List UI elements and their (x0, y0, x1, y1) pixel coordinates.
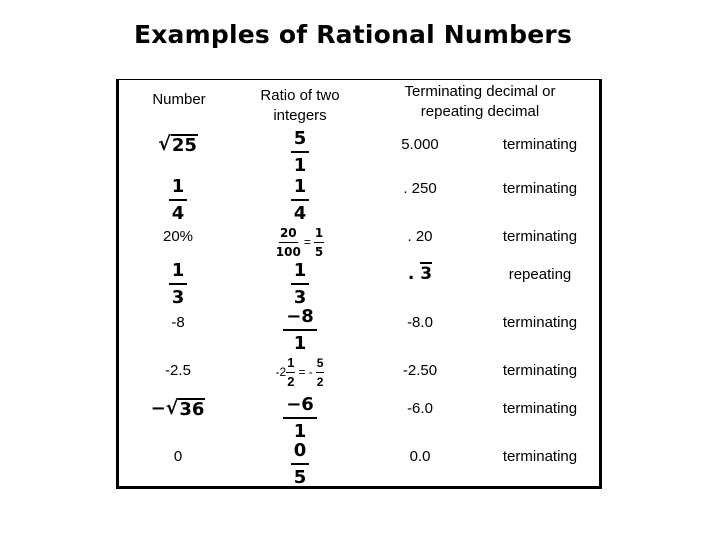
mixed-number: -2 $\frac{1}{2}$ = - $\frac{5}{2}$ (275, 354, 324, 389)
fraction: $\frac{1}{2}$ (287, 354, 295, 389)
row7-number (118, 394, 238, 422)
header-ratio-line1: Ratio of two (260, 87, 340, 104)
fraction: $\frac{1}{4}$ (291, 176, 310, 224)
header-decimal (360, 80, 600, 124)
row7-decimal: -6.0 (407, 399, 433, 417)
fraction: $\frac{1}{5}$ (314, 225, 324, 259)
negative-sqrt-36: − √ 36 (150, 397, 205, 420)
row5-kind: terminating (502, 313, 578, 331)
row2-kind: terminating (502, 179, 578, 197)
row3-ratio (240, 222, 360, 262)
row1-number (118, 130, 238, 158)
row4-decimal (370, 260, 470, 288)
row6-decimal: -2.50 (402, 361, 438, 379)
fraction: $\frac{1}{3}$ (169, 260, 188, 308)
page-title: Examples of Rational Numbers (133, 20, 573, 49)
row6-number: -2.5 (165, 361, 191, 379)
row2-decimal: . 250 (403, 179, 437, 197)
row5-ratio (240, 306, 360, 354)
row3-kind: terminating (502, 227, 578, 245)
row2-ratio (240, 176, 360, 224)
equals-sign: = - (298, 365, 313, 379)
fraction: $\frac{-6}{1}$ (283, 394, 317, 442)
row5-decimal: -8.0 (407, 313, 433, 331)
equals-sign: = (303, 235, 311, 249)
fraction: $\frac{0}{5}$ (291, 440, 310, 488)
row6-kind: terminating (502, 361, 578, 379)
row5-number: -8 (171, 313, 185, 331)
row6-ratio (240, 352, 360, 392)
repeating-decimal: . 3 (407, 264, 433, 284)
row4-number (118, 260, 238, 308)
row1-kind: terminating (502, 135, 578, 153)
row8-kind: terminating (502, 447, 578, 465)
row2-number (118, 176, 238, 224)
fraction: $\frac{5}{1}$ (291, 128, 310, 176)
fraction: $\frac{1}{4}$ (169, 176, 188, 224)
header-ratio-line2: integers (273, 107, 327, 124)
row1-decimal: 5.000 (401, 135, 439, 153)
fraction: $\frac{-8}{1}$ (283, 306, 317, 354)
row4-ratio (240, 260, 360, 308)
sqrt-25: √ 25 (158, 133, 197, 156)
header-decimal-line1: Terminating decimal or (404, 83, 556, 100)
row1-ratio (240, 128, 360, 176)
fraction: $\frac{1}{3}$ (291, 260, 310, 308)
fraction: $\frac{5}{2}$ (316, 355, 324, 389)
row3-decimal: . 20 (407, 227, 433, 245)
row7-ratio (240, 394, 360, 442)
header-ratio (240, 84, 360, 128)
row8-number: 0 (173, 447, 183, 465)
row8-ratio (240, 440, 360, 488)
fraction: $\frac{20}{100}$ (275, 225, 301, 259)
row4-kind: repeating (508, 265, 572, 283)
row3-number: 20% (162, 227, 194, 245)
row8-decimal: 0.0 (409, 447, 431, 465)
header-decimal-line2: repeating decimal (420, 103, 540, 120)
row7-kind: terminating (502, 399, 578, 417)
header-number: Number (152, 91, 206, 108)
